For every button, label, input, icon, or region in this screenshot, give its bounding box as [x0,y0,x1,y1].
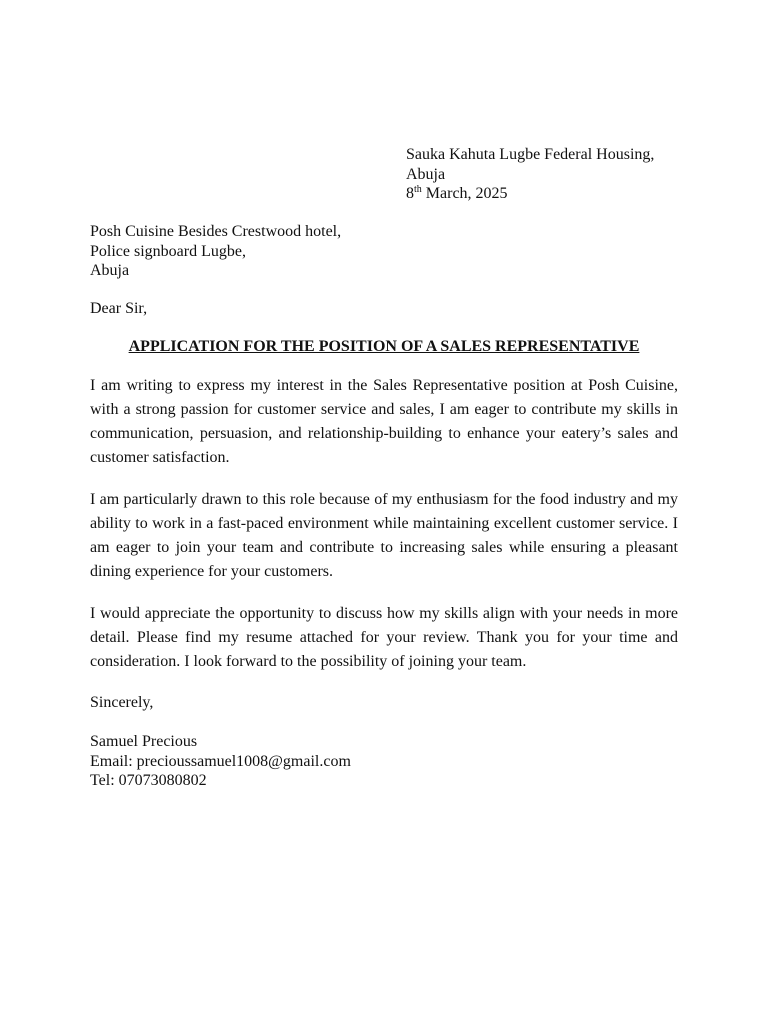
signatory-name: Samuel Precious [90,733,198,750]
signatory-phone: Tel: 07073080802 [90,772,207,789]
body-paragraph-2: I am particularly drawn to this role because of my enthusiasm for the food industry and my ability to work in a fast-paced environment while maintaining excellent customer service. I am eager to join your team and contribute to increasing sales while ensuring a pleasant dining experience for your customers. [90,491,678,580]
signatory-email: Email: precioussamuel1008@gmail.com [90,752,351,770]
body-paragraph-1: I am writing to express my interest in the Sales Representative position at Posh Cuisine, with a strong passion for customer service and sales, I am eager to contribute my skills in communication, persuasion, and relationship-building to enhance your eatery’s sales and customer satisfaction. [90,377,678,466]
sender-address [406,145,654,204]
recipient-address [90,222,341,281]
sender-address-line-2: Abuja [406,165,446,183]
letter-date [406,184,654,204]
date-month-year: March, 2025 [421,185,508,202]
salutation: Dear Sir, [90,300,148,317]
recipient-line-1: Posh Cuisine Besides Crestwood hotel, [90,223,342,240]
body-paragraph-3: I would appreciate the opportunity to discuss how my skills align with your needs in more detail. Please find my resume attached for your review. Thank you for your time and consideration. I look forward to the possibility of joining your team. [90,605,678,670]
sender-address-line-1: Sauka Kahuta Lugbe Federal Housing, [406,146,655,163]
closing: Sincerely, [90,694,154,711]
signature-block [90,732,351,791]
date-day: 8 [406,185,414,202]
recipient-line-3: Abuja [90,262,130,279]
date-suffix: th [414,184,422,195]
recipient-line-2: Police signboard Lugbe, [90,242,246,260]
subject-heading: APPLICATION FOR THE POSITION OF A SALES REPRESENTATIVE [128,338,640,355]
